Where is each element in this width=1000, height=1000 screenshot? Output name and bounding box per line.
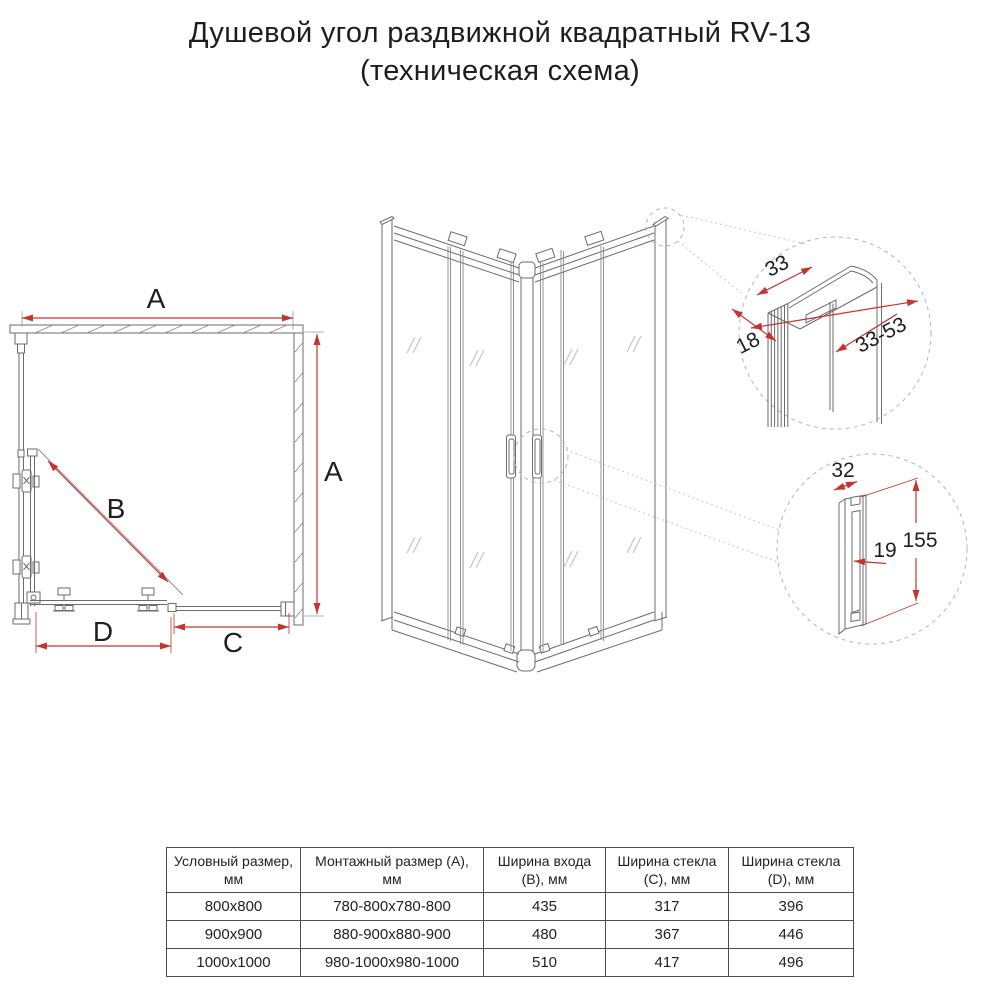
door-rollers-top xyxy=(448,231,604,262)
glass-clamp-upper xyxy=(13,470,39,492)
table-cell: 396 xyxy=(729,893,854,921)
table-cell: 780-800x780-800 xyxy=(301,893,484,921)
dim-label-33: 33 xyxy=(761,250,793,282)
dim-label-19: 19 xyxy=(873,539,897,562)
table-cell: 317 xyxy=(606,893,729,921)
table-row xyxy=(167,921,854,949)
door-guide-block xyxy=(168,604,176,612)
profile-detail-view xyxy=(732,237,931,429)
dim-label-c: C xyxy=(222,627,244,658)
table-header-cell: Ширина входа (B), мм xyxy=(484,848,606,893)
table-cell: 1000x1000 xyxy=(167,949,301,977)
bottom-sliding-door-plan xyxy=(30,601,167,605)
left-wall-profile xyxy=(380,217,394,622)
table-cell: 446 xyxy=(729,921,854,949)
table-cell: 435 xyxy=(484,893,606,921)
door-roller-right xyxy=(137,588,159,611)
table-header-cell: Монтажный размер (A), мм xyxy=(301,848,484,893)
dim-label-32: 32 xyxy=(831,459,855,482)
table-header-cell: Условный размер, мм xyxy=(167,848,301,893)
spec-table xyxy=(166,847,854,977)
table-header-cell: Ширина стекла (D), мм xyxy=(729,848,854,893)
wall-right xyxy=(294,333,303,625)
handle-detail-circle xyxy=(777,454,967,644)
table-cell: 367 xyxy=(606,921,729,949)
table-cell: 510 xyxy=(484,949,606,977)
table-cell: 880-900x880-900 xyxy=(301,921,484,949)
table-cell: 496 xyxy=(729,949,854,977)
profile-detail-dimensions xyxy=(732,251,918,359)
table-cell: 900x900 xyxy=(167,921,301,949)
isometric-view xyxy=(380,208,806,672)
handle-drawing xyxy=(839,495,866,634)
page-title-line2: (техническая схема) xyxy=(360,55,640,87)
top-view-diagram xyxy=(10,283,343,658)
handle-detail-view xyxy=(777,454,967,644)
door-handles-3d xyxy=(507,435,542,478)
dim-label-18: 18 xyxy=(732,327,764,359)
glass-panel-seams xyxy=(448,246,604,652)
glass-reflections xyxy=(407,336,641,568)
table-header-row xyxy=(167,848,854,893)
table-cell: 417 xyxy=(606,949,729,977)
dim-label-b: B xyxy=(106,493,126,524)
table-cell: 480 xyxy=(484,921,606,949)
table-row xyxy=(167,949,854,977)
table-cell: 980-1000x980-1000 xyxy=(301,949,484,977)
table-row xyxy=(167,893,854,921)
right-wall-profile xyxy=(653,217,668,622)
dim-label-d: D xyxy=(92,616,114,647)
page-title-line1: Душевой угол раздвижной квадратный RV-13 xyxy=(188,17,812,49)
dim-label-155: 155 xyxy=(902,529,938,552)
dim-label-33-53: 33-53 xyxy=(851,312,911,358)
bottom-fixed-panel-plan xyxy=(176,602,294,616)
dim-label-a-right: A xyxy=(324,456,343,487)
dim-label-a-top: A xyxy=(146,283,166,314)
table-header-cell: Ширина стекла (C), мм xyxy=(606,848,729,893)
table-cell: 800x800 xyxy=(167,893,301,921)
door-roller-left xyxy=(53,588,75,611)
glass-clamp-lower xyxy=(13,556,39,578)
